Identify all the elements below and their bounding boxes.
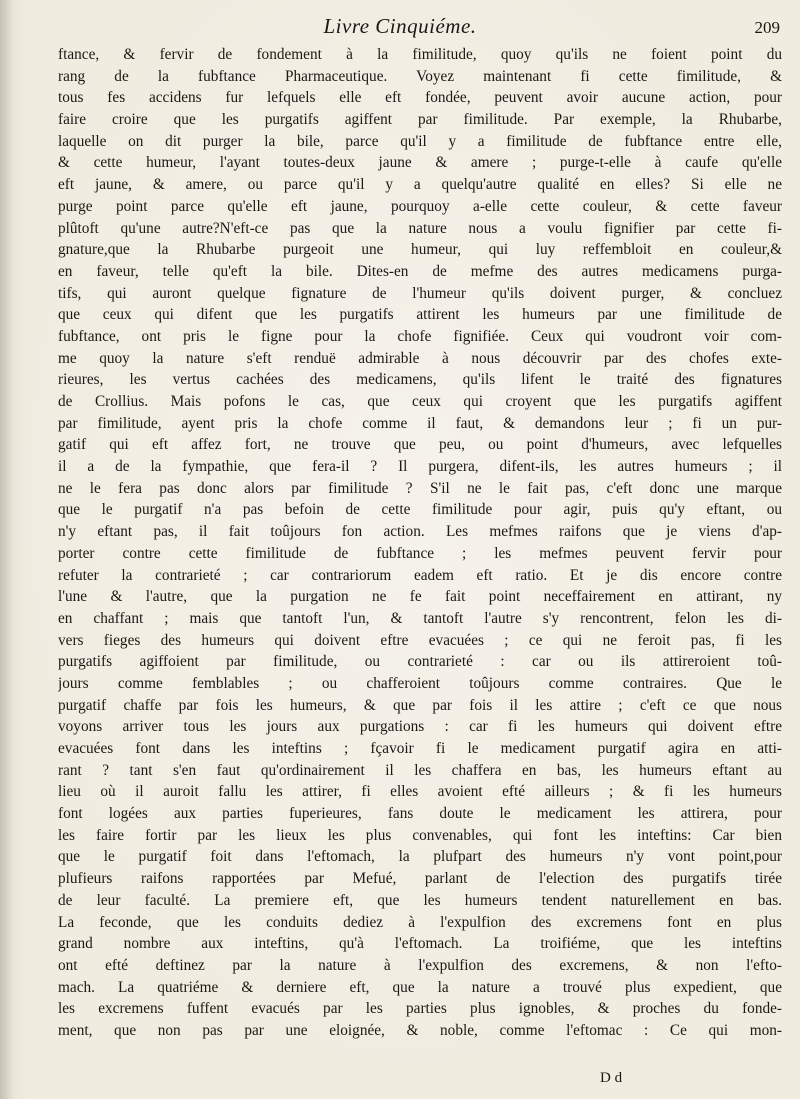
text-line: en chaffant ; mais que tantoft l'un, & tantoft l'autre s'y rencontrent, felon les di- bbox=[58, 609, 782, 627]
text-line: rang de la fubftance Pharmaceutique. Voyez maintenant fi cette fimilitude, & bbox=[58, 67, 782, 85]
text-line: & cette humeur, l'ayant toutes-deux jaune & amere ; purge-t-elle à caufe qu'elle bbox=[58, 154, 782, 172]
text-line: gnature,que la Rhubarbe purgeoit une humeur, qui luy reffembloit en couleur,& bbox=[58, 241, 782, 259]
text-line: rieures, les vertus cachées des medicamens, qu'ils lifent le traité des fignatures bbox=[58, 371, 782, 389]
text-line: jours comme femblables ; ou chafferoient toûjours comme contraires. Que le bbox=[58, 674, 782, 692]
gutter-shadow bbox=[0, 0, 14, 1099]
text-line: voyons arriver tous les jours aux purgations : car fi les humeurs qui doivent eftre bbox=[58, 718, 782, 736]
text-line: les excremens fuffent evacués par les parties plus ignobles, & proches du fonde- bbox=[58, 1000, 782, 1018]
body-text bbox=[58, 44, 782, 1042]
text-line: rant ? tant s'en faut qu'ordinairement il les chaffera en bas, les humeurs eftant au bbox=[58, 761, 782, 779]
text-line: font logées aux parties fuperieures, fans doute le medicament les attirera, pour bbox=[58, 805, 782, 823]
text-line: de Crollius. Mais pofons le cas, que ceux qui croyent que les purgatifs agiffent bbox=[58, 393, 782, 410]
text-line: refuter la contrarieté ; car contrariorum eadem eft ratio. Et je dis encore contre bbox=[58, 566, 782, 584]
text-line: La feconde, que les conduits dediez à l'expulfion des excremens font en plus bbox=[58, 913, 782, 931]
text-line: lieu où il auroit fallu les attirer, fi elles avoient efté ailleurs ; & fi les humeurs bbox=[58, 783, 782, 801]
text-line: il a de la fympathie, que fera-il ? Il purgera, difent-ils, les autres humeurs ; il bbox=[58, 458, 782, 476]
text-line: grand nombre aux inteftins, qu'à l'eftomach. La troifiéme, que les inteftins bbox=[58, 935, 782, 953]
text-line: les faire fortir par les lieux les plus convenables, qui font les inteftins: Car bien bbox=[58, 826, 782, 844]
text-line: ment, que non pas par une eloignée, & noble, comme l'eftomac : Ce qui mon- bbox=[58, 1021, 782, 1039]
text-line: tifs, qui auront quelque fignature de l'humeur qu'ils doivent purger, & concluez bbox=[58, 284, 782, 302]
page-number: 209 bbox=[754, 18, 780, 37]
text-line: ftance, & fervir de fondement à la fimilitude, quoy qu'ils ne foient point du bbox=[58, 46, 782, 63]
text-line: que le purgatif n'a pas befoin de cette fimilitude pour agir, puis qu'y eftant, ou bbox=[58, 501, 782, 519]
text-line: que ceux qui difent que les purgatifs attirent les humeurs par une fimilitude de bbox=[58, 306, 782, 324]
text-line: fubftance, ont pris le figne pour la chofe fignifiée. Ceux qui voudront voir com- bbox=[58, 327, 782, 345]
signature-mark: D d bbox=[600, 1070, 623, 1086]
text-line: mach. La quatriéme & derniere eft, que la nature a trouvé plus expedient, que bbox=[58, 978, 782, 996]
text-line: que le purgatif foit dans l'eftomach, la plufpart des humeurs n'y vont point,pour bbox=[58, 848, 782, 866]
text-line: me quoy la nature s'eft renduë admirable à nous découvrir par des chofes exte- bbox=[58, 349, 782, 367]
running-title: Livre Cinquiéme. bbox=[323, 14, 477, 38]
text-line: plufieurs raifons rapportées par Mefué, parlant de l'election des purgatifs tirée bbox=[58, 870, 782, 888]
text-line: ont efté deftinez par la nature à l'expulfion des excremens, & non l'efto- bbox=[58, 956, 782, 974]
text-line: laquelle on dit purger la bile, parce qu'il y a fimilitude de fubftance entre elle, bbox=[58, 132, 782, 150]
text-line: de leur faculté. La premiere eft, que les humeurs tendent naturellement en bas. bbox=[58, 891, 782, 909]
text-line: par fimilitude, ayent pris la chofe comme il faut, & demandons leur ; fi un pur- bbox=[58, 414, 782, 432]
text-line: en faveur, telle qu'eft la bile. Dites-en de mefme des autres medicamens purga- bbox=[58, 262, 782, 280]
text-line: vers fieges des humeurs qui doivent eftre evacuées ; ce qui ne feroit pas, fi les bbox=[58, 631, 782, 649]
text-line: tous fes accidens fur lefquels elle eft fondée, peuvent avoir aucune action, pour bbox=[58, 89, 782, 107]
text-line: purgatif chaffe par fois les humeurs, & que par fois il les attire ; c'eft ce que nous bbox=[58, 696, 782, 714]
text-line: porter contre cette fimilitude de fubftance ; les mefmes peuvent fervir pour bbox=[58, 544, 782, 562]
text-line: plûtoft qu'une autre?N'eft-ce pas que la nature nous a voulu fignifier par cette fi- bbox=[58, 219, 782, 237]
text-line: purge point parce qu'elle eft jaune, pourquoy a-elle cette couleur, & cette faveur bbox=[58, 197, 782, 215]
text-line: faire croire que les purgatifs agiffent par fimilitude. Par exemple, la Rhubarbe, bbox=[58, 111, 782, 129]
text-line: purgatifs agiffoient par fimilitude, ou contrarieté : car ou ils attireroient toû- bbox=[58, 653, 782, 671]
running-head bbox=[60, 14, 780, 42]
text-line: ne le fera pas donc alors par fimilitude ? S'il ne le fait pas, c'eft donc une marque bbox=[58, 479, 782, 497]
text-line: eft jaune, & amere, ou parce qu'il y a quelqu'autre qualité en elles? Si elle ne bbox=[58, 176, 782, 194]
text-line: evacuées font dans les inteftins ; fçavoir fi le medicament purgatif agira en atti- bbox=[58, 740, 782, 757]
text-line: n'y eftant pas, il fait toûjours fon action. Les mefmes raifons que je viens d'ap- bbox=[58, 523, 782, 541]
text-line: gatif qui eft affez fort, ne trouve que peu, ou point d'humeurs, avec lefquelles bbox=[58, 436, 782, 454]
text-line: l'une & l'autre, que la purgation ne fe fait point neceffairement en attirant, ny bbox=[58, 588, 782, 606]
